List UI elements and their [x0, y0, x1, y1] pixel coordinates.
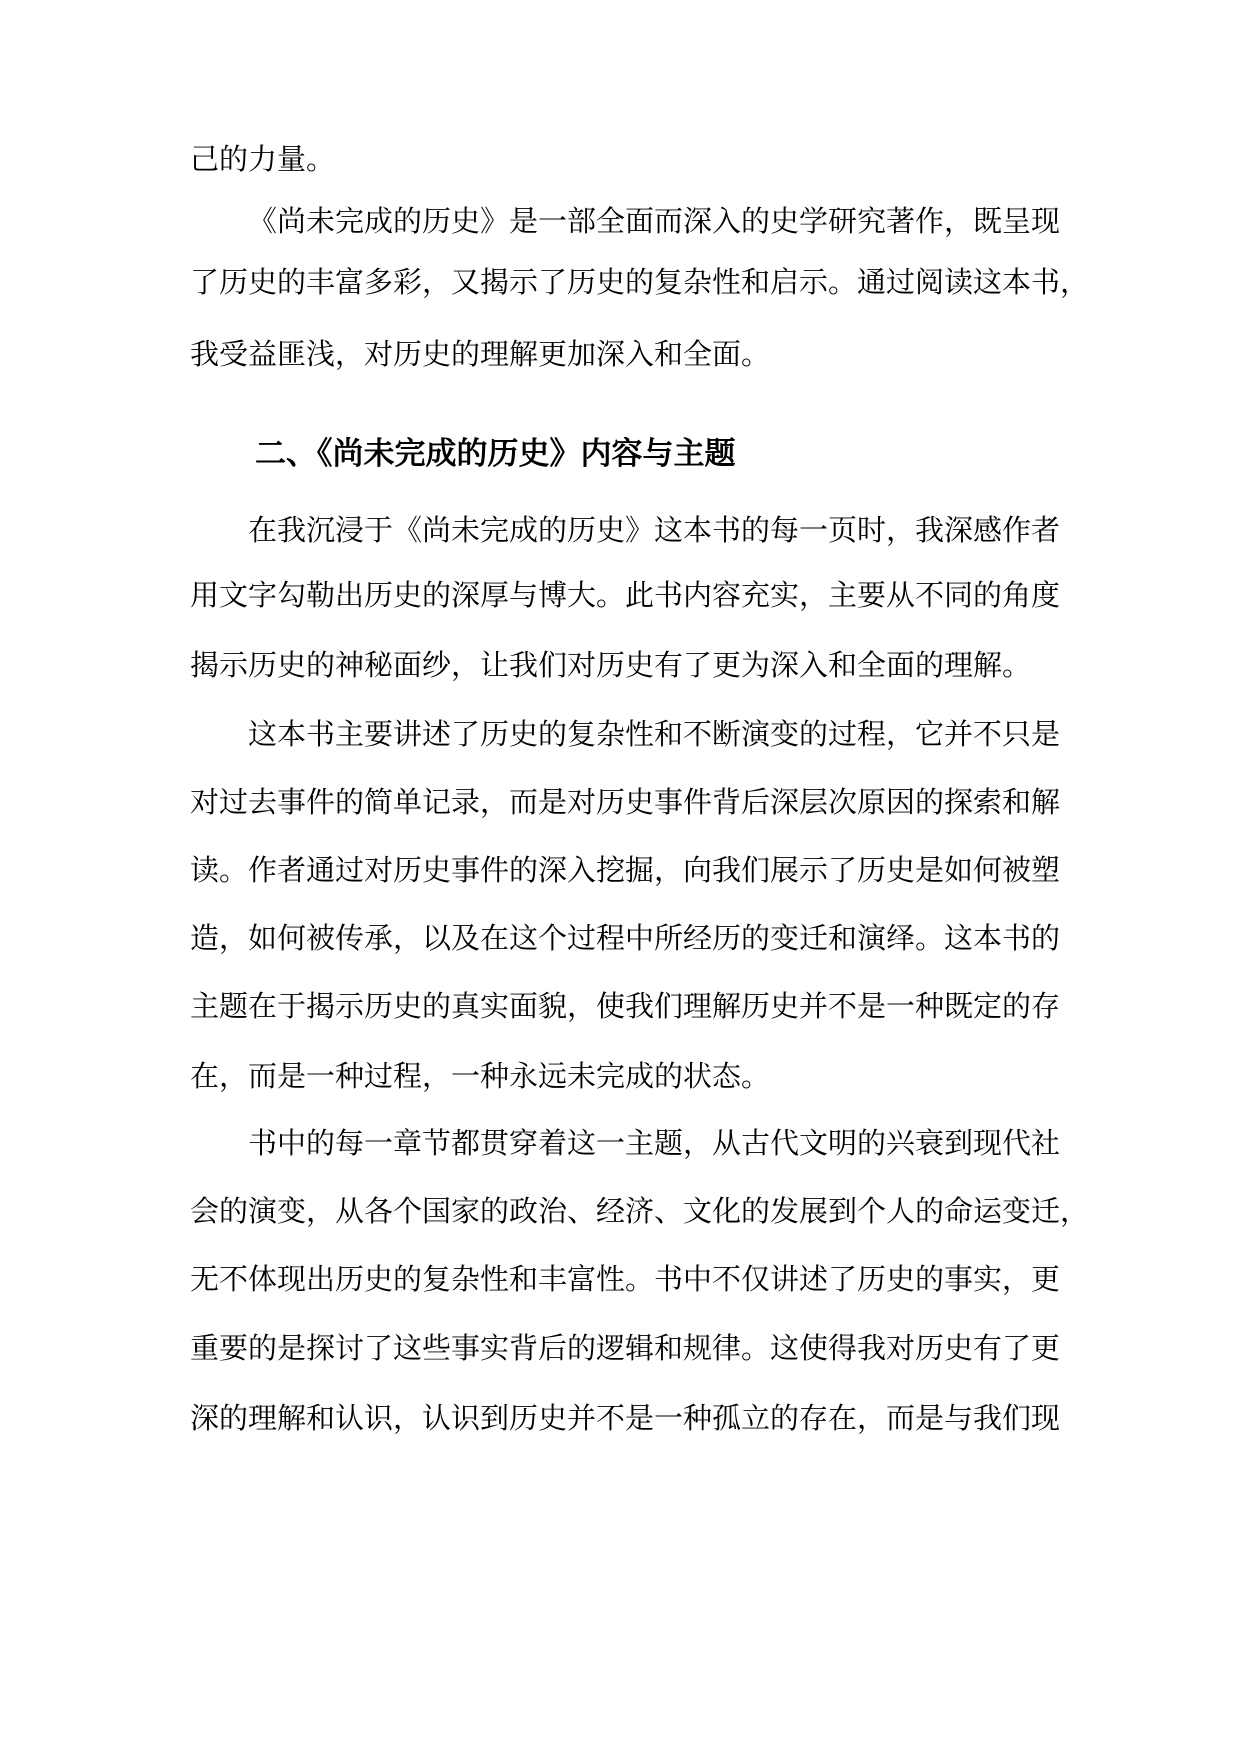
paragraph-line: 在，而是一种过程，一种永远未完成的状态。 [190, 1059, 771, 1093]
paragraph-line: 对过去事件的简单记录，而是对历史事件背后深层次原因的探索和解 [190, 785, 1061, 819]
paragraph-line: 深的理解和认识，认识到历史并不是一种孤立的存在，而是与我们现 [190, 1401, 1061, 1435]
paragraph-line: 读。作者通过对历史事件的深入挖掘，向我们展示了历史是如何被塑 [190, 853, 1061, 887]
paragraph-line: 用文字勾勒出历史的深厚与博大。此书内容充实，主要从不同的角度 [190, 578, 1061, 612]
paragraph-line: 这本书主要讲述了历史的复杂性和不断演变的过程，它并不只是 [248, 717, 1061, 751]
paragraph-line: 在我沉浸于《尚未完成的历史》这本书的每一页时，我深感作者 [248, 513, 1061, 547]
paragraph-line: 无不体现出历史的复杂性和丰富性。书中不仅讲述了历史的事实，更 [190, 1262, 1061, 1296]
paragraph-line: 《尚未完成的历史》是一部全面而深入的史学研究著作，既呈现 [248, 204, 1061, 238]
paragraph-line: 主题在于揭示历史的真实面貌，使我们理解历史并不是一种既定的存 [190, 989, 1061, 1023]
section-heading: 二、《尚未完成的历史》内容与主题 [255, 436, 736, 472]
paragraph-line: 重要的是探讨了这些事实背后的逻辑和规律。这使得我对历史有了更 [190, 1331, 1061, 1365]
paragraph-line: 了历史的丰富多彩，又揭示了历史的复杂性和启示。通过阅读这本书， [190, 265, 1090, 299]
paragraph-line: 书中的每一章节都贯穿着这一主题，从古代文明的兴衰到现代社 [248, 1126, 1061, 1160]
paragraph-line: 会的演变，从各个国家的政治、经济、文化的发展到个人的命运变迁， [190, 1194, 1090, 1228]
paragraph-line: 己的力量。 [190, 142, 336, 176]
paragraph-line: 造，如何被传承，以及在这个过程中所经历的变迁和演绎。这本书的 [190, 921, 1061, 955]
paragraph-line: 我受益匪浅，对历史的理解更加深入和全面。 [190, 337, 771, 371]
paragraph-line: 揭示历史的神秘面纱，让我们对历史有了更为深入和全面的理解。 [190, 648, 1032, 682]
